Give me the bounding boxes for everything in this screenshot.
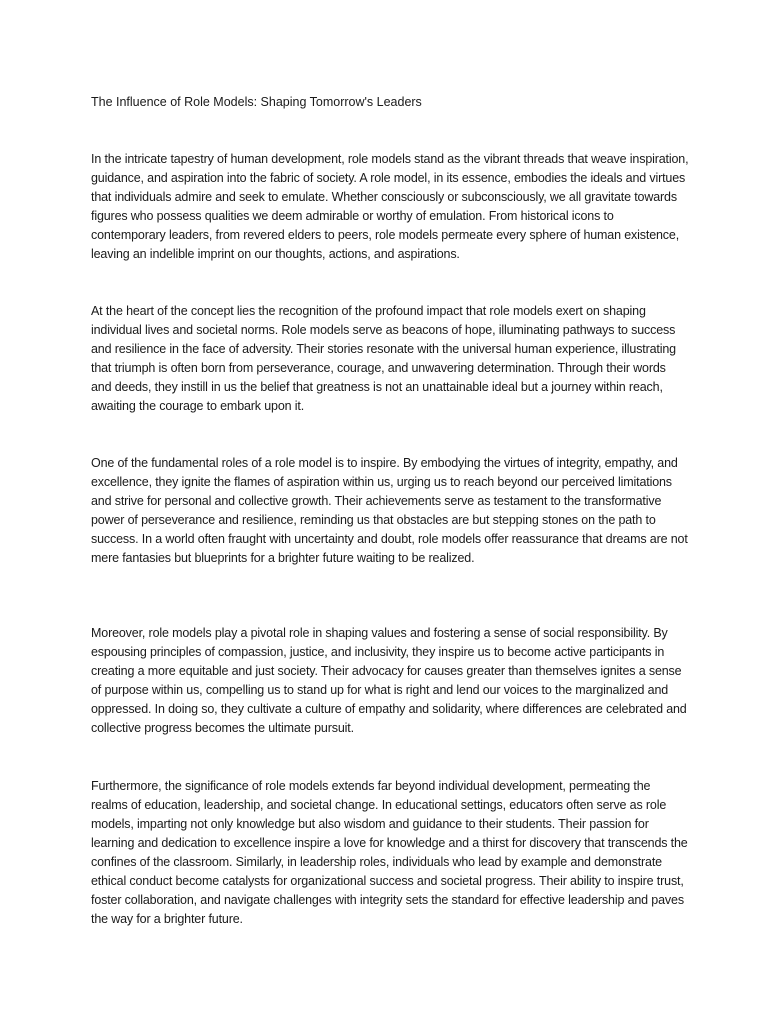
paragraph-1: In the intricate tapestry of human development, role models stand as the vibrant threads that weave inspiration, guidance, and aspiration into the fabric of society. A role model, in its essence, embodies the ideals and virtues that individuals admire and seek to emulate. Whether consciously or subconsciously, we all gravitate towards figures who possess qualities we deem admirable or worthy of emulation. From historical icons to contemporary leaders, from revered elders to peers, role models permeate every sphere of human existence, leaving an indelible imprint on our thoughts, actions, and aspirations. <box>91 152 689 261</box>
paragraph-4: Moreover, role models play a pivotal role in shaping values and fostering a sense of social responsibility. By espousing principles of compassion, justice, and inclusivity, they inspire us to become active participants in creating a more equitable and just society. Their advocacy for causes greater than themselves ignites a sense of purpose within us, compelling us to stand up for what is right and lend our voices to the marginalized and oppressed. In doing so, they cultivate a culture of empathy and solidarity, where differences are celebrated and collective progress becomes the ultimate pursuit. <box>91 626 687 735</box>
paragraph-2: At the heart of the concept lies the recognition of the profound impact that role models exert on shaping individual lives and societal norms. Role models serve as beacons of hope, illuminating pathways to success and resilience in the face of adversity. Their stories resonate with the universal human experience, illustrating that triumph is often born from perseverance, courage, and unwavering determination. Through their words and deeds, they instill in us the belief that greatness is not an unattainable ideal but a journey within reach, awaiting the courage to embark upon it. <box>91 304 676 413</box>
paragraph-5: Furthermore, the significance of role models extends far beyond individual development, permeating the realms of education, leadership, and societal change. In educational settings, educators often serve as role models, imparting not only knowledge but also wisdom and guidance to their students. Their passion for learning and dedication to excellence inspire a love for knowledge and a thirst for discovery that transcends the confines of the classroom. Similarly, in leadership roles, individuals who lead by example and demonstrate ethical conduct become catalysts for organizational success and societal progress. Their ability to inspire trust, foster collaboration, and navigate challenges with integrity sets the standard for effective leadership and paves the way for a brighter future. <box>91 779 688 926</box>
document-title: The Influence of Role Models: Shaping Tomorrow's Leaders <box>91 95 422 109</box>
paragraph-3: One of the fundamental roles of a role model is to inspire. By embodying the virtues of integrity, empathy, and excellence, they ignite the flames of aspiration within us, urging us to reach beyond our perceived limitations and strive for personal and collective growth. Their achievements serve as testament to the transformative power of perseverance and resilience, reminding us that obstacles are but stepping stones on the path to success. In a world often fraught with uncertainty and doubt, role models offer reassurance that dreams are not mere fantasies but blueprints for a brighter future waiting to be realized. <box>91 456 688 565</box>
